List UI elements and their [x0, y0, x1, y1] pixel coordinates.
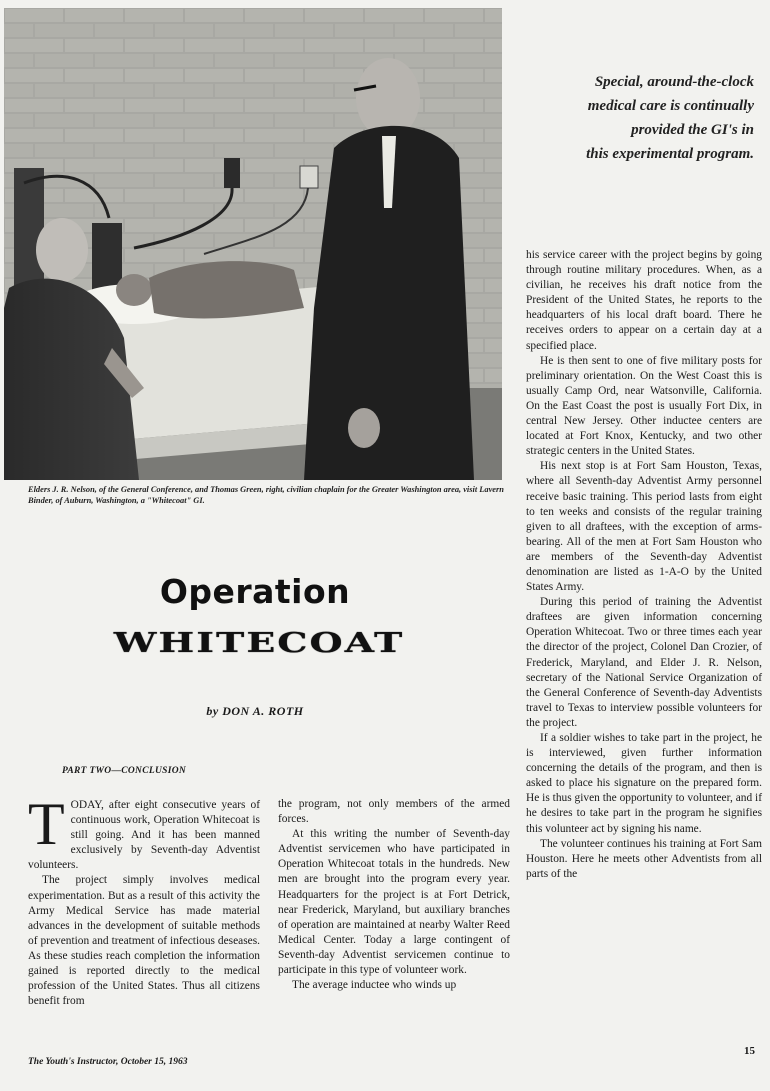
page-number: 15: [744, 1045, 755, 1057]
photo-caption: Elders J. R. Nelson, of the General Conference, and Thomas Green, right, civilian chaplain for the Greater Washington area, visit Lavern Binder, of Auburn, Washington, a "Whitecoat" GI.: [28, 485, 504, 505]
pull-quote-line: this experimental program.: [586, 146, 754, 162]
publication-footer: The Youth's Instructor, October 15, 1963: [28, 1057, 188, 1067]
paragraph: During this period of training the Adventist draftees are given information concerning Operation Whitecoat. Two or three times each year the director of the project, Colonel Dan Crozier, of Frederick, Maryland, and Elder J. R. Nelson, secretary of the National Service Organization of the General Conference of Seventh-day Adventists travel to Texas to interview possible volunteers for the project.: [526, 596, 762, 729]
article-photo: [4, 8, 502, 480]
hospital-visit-photo: [4, 8, 502, 480]
pull-quote-line: medical care is continually: [587, 98, 754, 114]
pull-quote-line: Special, around-the-clock: [594, 74, 754, 90]
paragraph-text: ODAY, after eight consecutive years of continuous work, Operation Whitecoat is still going. And it has been manned exclusively by Seventh-day Adventist volunteers.: [28, 799, 260, 872]
byline: by DON A. ROTH: [206, 704, 304, 718]
paragraph: the program, not only members of the armed forces.: [278, 798, 510, 826]
text-column-1: [28, 791, 260, 1009]
paragraph: his service career with the project begins by going through routine military procedures. When, as a civilian, he receives his draft notice from the President of the United States, he reports to the headquarters of his local draft board. There he receives orders to appear on a certain day at a specified place.: [526, 249, 762, 352]
pull-quote: [520, 70, 756, 166]
pull-quote-line: provided the GI's in: [631, 122, 754, 138]
paragraph: He is then sent to one of five military posts for preliminary orientation. On the West Coast this is usually Camp Ord, near Watsonville, California. On the East Coast the post is usually Fort Dix, in central New Jersey. Other inductee centers are located at Fort Knox, Kentucky, and two other strategic centers in the United States.: [526, 354, 762, 458]
paragraph: The project simply involves medical experimentation. But as a result of this activity the Army Medical Service has made material advances in the development of suitable methods of prevention and treatment of infectious deseases. As these studies reach completion the information gained is reported directly to the medical profession of the United States. Thus all citizens benefit from: [28, 874, 260, 1008]
paragraph: If a soldier wishes to take part in the project, he is interviewed, given further information concerning the details of the program, and then is asked to place his signature on the prepared form. He is thus given the opportunity to volunteer, and if he desires to take part in the program he signifies this volunteer act by signing his name.: [526, 732, 762, 835]
paragraph: His next stop is at Fort Sam Houston, Texas, where all Seventh-day Adventist Army personnel receive basic training. This period lasts from eight to ten weeks and consists of the regular training given to all draftees, with the exception of arms-bearing. All of the men at Fort Sam Houston who are members of the Seventh-day Adventist denomination are listed as 1-A-O by the United States Army.: [526, 460, 762, 594]
text-column-3: [526, 248, 762, 882]
paragraph: At this writing the number of Seventh-day Adventist servicemen who have participated in Operation Whitecoat totals in the hundreds. New men are brought into the program every year. Headquarters for the project is at Fort Detrick, near Frederick, Maryland, but auxiliary branches of operation are maintained at nearby Walter Reed Medical Center. Today a large contingent of Seventh-day Adventist servicemen continue to participate in this type of volunteer work.: [278, 828, 510, 977]
text-column-2: [278, 797, 510, 993]
paragraph: The average inductee who winds up: [292, 979, 457, 992]
article-title-subtitle: WHITECOAT: [113, 626, 405, 659]
paragraph: [28, 791, 260, 873]
paragraph: The volunteer continues his training at Fort Sam Houston. Here he meets other Adventists from all parts of the: [526, 837, 762, 880]
part-label: PART TWO—CONCLUSION: [62, 766, 187, 776]
drop-cap: T: [28, 791, 65, 857]
article-title: Operation: [159, 572, 351, 611]
